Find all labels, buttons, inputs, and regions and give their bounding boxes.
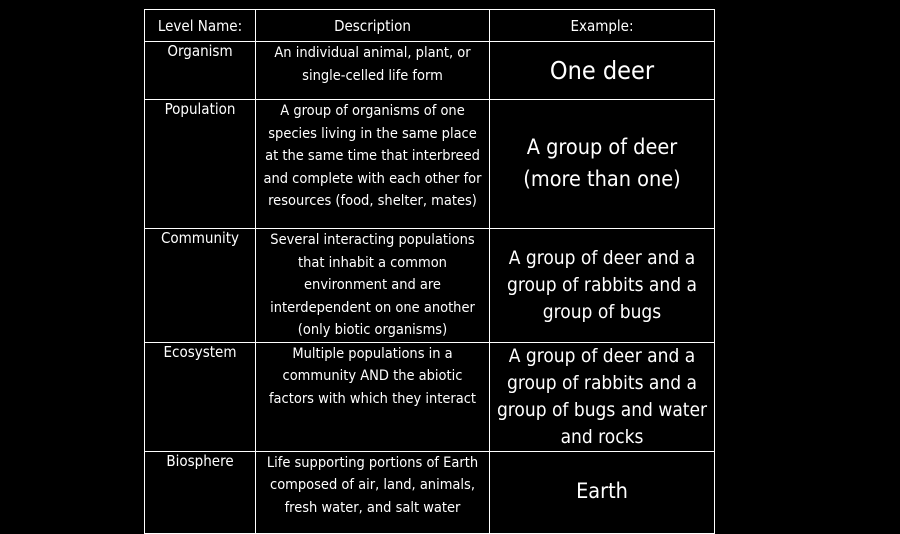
description-cell: Multiple populations in a community AND the abiotic factors with which they interact [256,342,490,451]
table-row [145,229,715,343]
example-cell: A group of deer and a group of rabbits and a group of bugs [490,229,715,343]
header-level-name: Level Name: [145,10,256,42]
level-name-cell: Biosphere [145,451,256,533]
example-cell: A group of deer and a group of rabbits and a group of bugs and water and rocks [490,342,715,451]
example-cell: Earth [490,451,715,533]
level-name-cell: Ecosystem [145,342,256,451]
level-name-cell: Organism [145,42,256,100]
table-row [145,42,715,100]
description-cell: An individual animal, plant, or single-celled life form [256,42,490,100]
header-example: Example: [490,10,715,42]
levels-of-organization-table [144,9,715,534]
table-row [145,100,715,229]
description-cell: Life supporting portions of Earth composed of air, land, animals, fresh water, and salt water [256,451,490,533]
header-description: Description [256,10,490,42]
example-cell: One deer [490,42,715,100]
header-row [145,10,715,42]
example-cell: A group of deer (more than one) [490,100,715,229]
description-cell: A group of organisms of one species living in the same place at the same time that interbreed and complete with each other for resources (food, shelter, mates) [256,100,490,229]
table-row [145,342,715,451]
level-name-cell: Community [145,229,256,343]
level-name-cell: Population [145,100,256,229]
description-cell: Several interacting populations that inhabit a common environment and are interdependent on one another (only biotic organisms) [256,229,490,343]
table-row [145,451,715,533]
